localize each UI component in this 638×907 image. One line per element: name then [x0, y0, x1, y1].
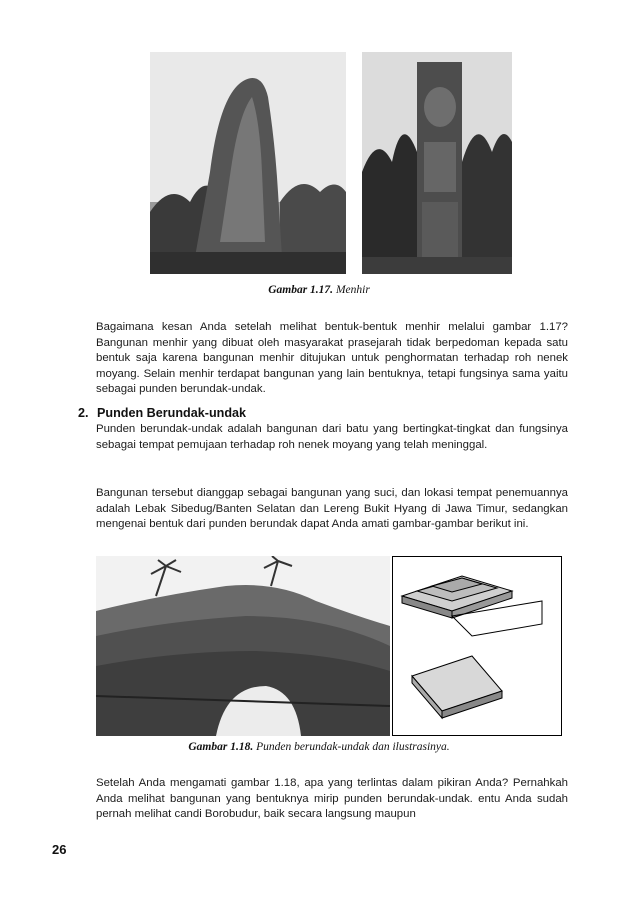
section-heading — [78, 406, 246, 420]
figure-label: Gambar 1.17. — [268, 284, 334, 296]
punden-illustration — [392, 556, 562, 736]
section-title: Punden Berundak-undak — [97, 406, 247, 420]
section-number: 2. — [78, 406, 89, 420]
figure-title: Punden berundak-undak dan ilustrasinya. — [256, 741, 450, 753]
page-number: 26 — [52, 842, 67, 857]
punden-photo — [96, 556, 390, 736]
menhir-photo-right — [362, 52, 512, 274]
figure-title: Menhir — [335, 284, 370, 296]
menhir-photo-left — [150, 52, 346, 274]
body-paragraph: Bagaimana kesan Anda setelah melihat bentuk-bentuk menhir melalui gambar 1.17? Bangunan menhir yang dibuat oleh masyarakat prasejarah tidak berpedoman kepada satu bentuk saja karena bangunan menhir ditujukan untuk penghormatan terhadap roh nenek moyang. Selain menhir terdapat bangunan yang lain bentuknya, tetapi fungsinya sama yaitu sebagai punden berundak-undak. — [96, 321, 568, 396]
figure-caption-2 — [0, 741, 638, 753]
section-paragraph-a: Punden berundak-undak adalah bangunan dari batu yang bertingkat-tingkat dan fungsinya sebagai tempat pemujaan terhadap roh nenek moyang yang telah meninggal. — [96, 423, 568, 451]
final-paragraph: Setelah Anda mengamati gambar 1.18, apa yang terlintas dalam pikiran Anda? Pernahkah Anda melihat bangunan yang bentuknya mirip punden berundak-undak. entu Anda sudah pernah melihat candi Borobudur, baik secara langsung maupun — [96, 777, 568, 821]
figure-label: Gambar 1.18. — [188, 741, 254, 753]
section-paragraph-b: Bangunan tersebut dianggap sebagai bangunan yang suci, dan lokasi tempat penemuannya adalah Lebak Sibedug/Banten Selatan dan Lereng Bukit Hyang di Jawa Timur, sedangkan mengenai bentuk dari punden berundak dapat Anda amati gambar-gambar berikut ini. — [96, 487, 568, 531]
figure-caption-1 — [0, 284, 638, 296]
